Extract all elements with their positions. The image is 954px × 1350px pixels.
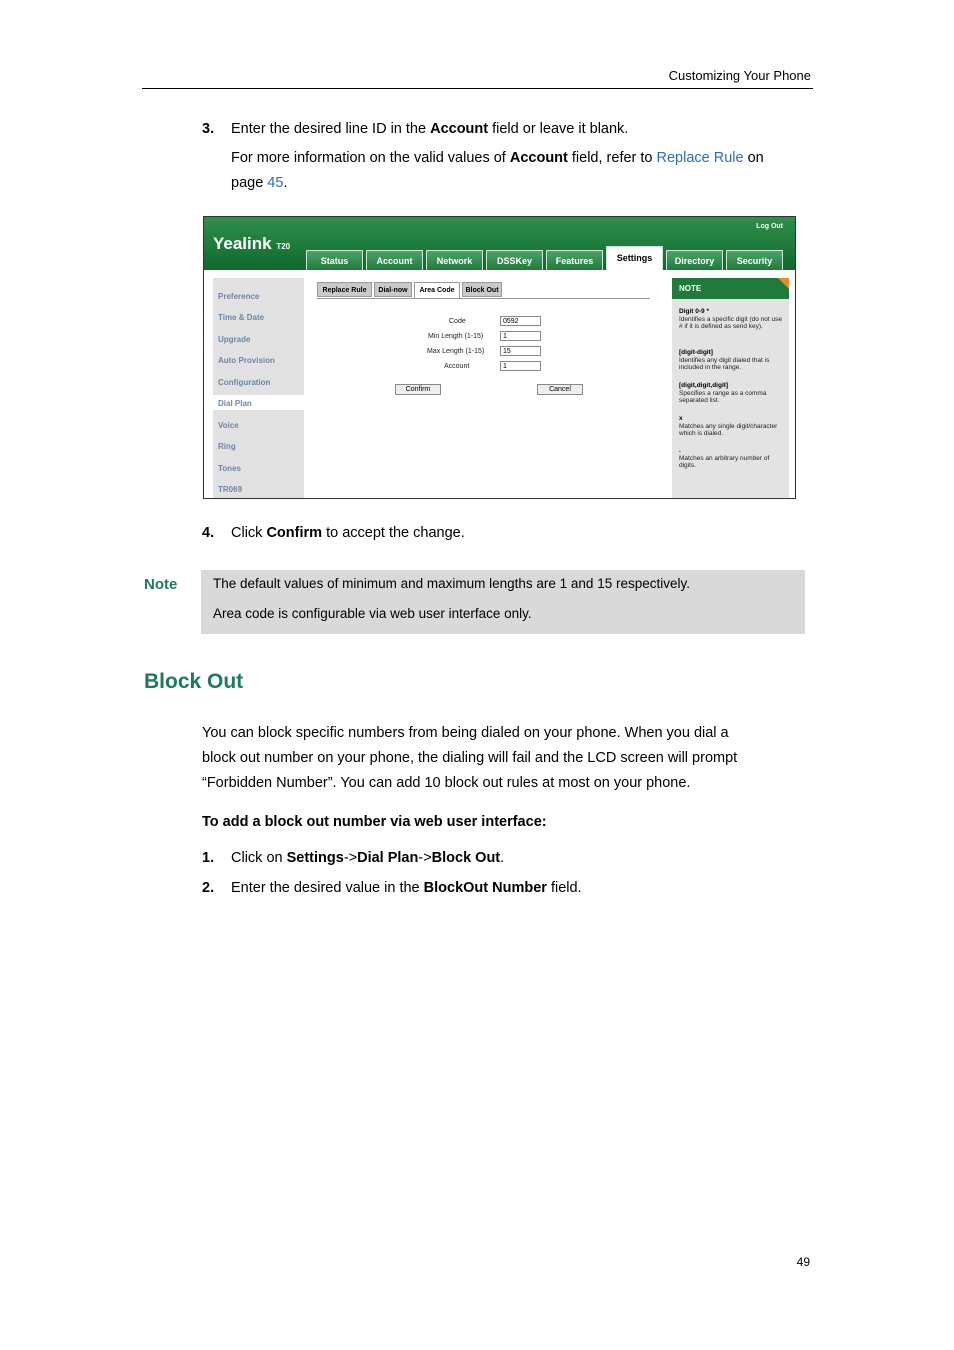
content-area: [309, 278, 667, 498]
tab-settings[interactable]: Settings: [606, 246, 663, 270]
subtab-baseline: [317, 298, 650, 299]
min-length-label: Min Length (1-15): [428, 333, 484, 340]
ui-term-account: Account: [430, 121, 489, 137]
step-text: Enter the desired line ID in the: [231, 121, 431, 137]
step-text: to accept the change.: [322, 525, 465, 541]
step-text: Click: [231, 525, 267, 541]
paragraph-line: block out number on your phone, the dialing will fail and the LCD screen will prompt: [202, 750, 738, 766]
nav-voice[interactable]: Voice: [218, 421, 239, 430]
step-number: 4.: [202, 525, 215, 541]
max-length-label: Max Length (1-15): [427, 348, 485, 355]
note-item-title: .: [679, 447, 681, 454]
step-text: field.: [546, 880, 582, 896]
note-corner-icon: [778, 278, 789, 289]
step-4: [202, 521, 465, 546]
ui-term-settings: Settings: [286, 850, 344, 866]
note-item-text: Identifies any digit dialed that is included in the range.: [679, 356, 770, 371]
step-3-more-info: [231, 146, 806, 196]
note-item-title: [digit,digit,digit]: [679, 382, 729, 389]
note-line-1: The default values of minimum and maximum lengths are 1 and 15 respectively.: [213, 576, 690, 591]
procedure-step-1: [202, 846, 504, 871]
step-number: 2.: [202, 880, 215, 896]
tab-security[interactable]: Security: [726, 250, 783, 270]
page-45-link[interactable]: 45: [267, 175, 284, 191]
ui-term-blockout-number: BlockOut Number: [423, 880, 547, 896]
page-number: 49: [796, 1255, 810, 1269]
step-3: [202, 117, 628, 142]
nav-tones[interactable]: Tones: [218, 464, 241, 473]
note-item-text: Specifies a range as a comma separated list.: [679, 389, 767, 404]
subtab-replace-rule[interactable]: Replace Rule: [317, 282, 372, 297]
step-text: ->: [418, 850, 432, 866]
nav-configuration[interactable]: Configuration: [218, 378, 271, 387]
note-label: Note: [144, 576, 178, 593]
nav-tr069[interactable]: TR069: [218, 485, 243, 494]
section-title: Block Out: [144, 670, 244, 693]
step-number: 3.: [202, 121, 215, 137]
nav-dial-plan[interactable]: Dial Plan: [218, 399, 252, 408]
note-item-text: Identifies a specific digit (do not use # if it is defined as send key).: [679, 315, 782, 330]
ui-term-confirm: Confirm: [266, 525, 323, 541]
yealink-logo: [213, 234, 290, 254]
section-paragraph: [202, 721, 737, 796]
ui-term-block-out: Block Out: [431, 850, 501, 866]
tab-network[interactable]: Network: [426, 250, 483, 270]
subtab-area-code[interactable]: Area Code: [414, 282, 460, 299]
code-input[interactable]: 0592: [500, 316, 541, 326]
subtab-dial-now[interactable]: Dial-now: [374, 282, 412, 297]
note-item: [679, 349, 787, 372]
logout-link[interactable]: Log Out: [756, 223, 783, 230]
nav-auto-provision[interactable]: Auto Provision: [218, 356, 275, 365]
info-text: field, refer to: [567, 150, 657, 166]
web-ui-screenshot: [203, 216, 796, 499]
model-label: T20: [276, 242, 291, 251]
cancel-button[interactable]: Cancel: [537, 384, 583, 395]
note-item: [679, 447, 787, 470]
tab-directory[interactable]: Directory: [666, 250, 723, 270]
note-item: [679, 308, 787, 331]
note-box: [201, 570, 805, 634]
paragraph-line: You can block specific numbers from being dialed on your phone. When you dial a: [202, 725, 729, 741]
tab-dsskey[interactable]: DSSKey: [486, 250, 543, 270]
max-length-input[interactable]: 15: [500, 346, 541, 356]
step-number: 1.: [202, 850, 215, 866]
ui-term-dial-plan: Dial Plan: [357, 850, 419, 866]
ui-term-account: Account: [509, 150, 568, 166]
note-line-2: Area code is configurable via web user interface only.: [213, 606, 532, 621]
min-length-input[interactable]: 1: [500, 331, 541, 341]
procedure-heading: To add a block out number via web user interface:: [202, 814, 547, 830]
procedure-step-2: [202, 876, 582, 901]
code-label: Code: [449, 318, 466, 325]
step-text: Click on: [231, 850, 287, 866]
step-text: ->: [343, 850, 358, 866]
note-item: [679, 382, 787, 405]
confirm-button[interactable]: Confirm: [395, 384, 441, 395]
running-header-title: Customizing Your Phone: [668, 68, 811, 83]
tab-account[interactable]: Account: [366, 250, 423, 270]
info-text: .: [283, 175, 288, 191]
step-text: field or leave it blank.: [488, 121, 629, 137]
account-input[interactable]: 1: [500, 361, 541, 371]
note-item: [679, 415, 787, 438]
account-label: Account: [444, 363, 470, 370]
note-panel-title: NOTE: [672, 278, 789, 299]
nav-time-date[interactable]: Time & Date: [218, 313, 265, 322]
info-text: on: [743, 150, 764, 166]
note-item-title: x: [679, 415, 683, 422]
info-text: For more information on the valid values of: [231, 150, 510, 166]
logo-text: Yealink: [213, 234, 272, 253]
step-text: Enter the desired value in the: [231, 880, 424, 896]
replace-rule-link[interactable]: Replace Rule: [656, 150, 744, 166]
step-text: .: [500, 850, 505, 866]
paragraph-line: “Forbidden Number”. You can add 10 block out rules at most on your phone.: [202, 775, 691, 791]
info-text: page: [231, 175, 268, 191]
note-item-title: Digit 0-9 *: [679, 308, 709, 315]
tab-status[interactable]: Status: [306, 250, 363, 270]
nav-ring[interactable]: Ring: [218, 442, 236, 451]
note-item-text: Matches an arbitrary number of digits.: [679, 454, 770, 469]
header-rule: [142, 88, 813, 89]
nav-upgrade[interactable]: Upgrade: [218, 335, 251, 344]
subtab-block-out[interactable]: Block Out: [462, 282, 502, 297]
nav-preference[interactable]: Preference: [218, 292, 260, 301]
tab-features[interactable]: Features: [546, 250, 603, 270]
note-item-text: Matches any single digit/character which is dialed.: [679, 422, 778, 437]
note-item-title: [digit-digit]: [679, 349, 713, 356]
